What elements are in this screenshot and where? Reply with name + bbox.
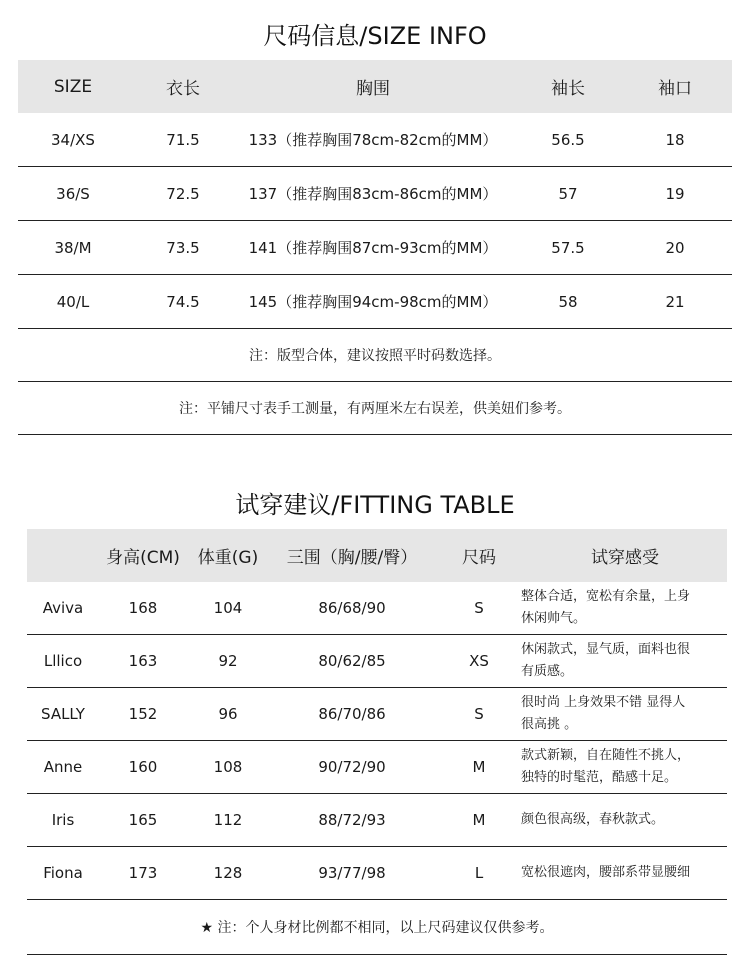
fitting-table-title: 试穿建议/FITTING TABLE [235, 491, 515, 519]
size-info-title: 尺码信息/SIZE INFO [263, 22, 487, 50]
table-row [27, 582, 727, 635]
feedback-cell [521, 847, 721, 899]
measurements-cell: 86/68/90 [318, 599, 386, 617]
feedback-line: 宽松很遮肉，腰部系带显腰细 [521, 865, 691, 880]
size-cell: M [472, 758, 486, 776]
feedback-cell [521, 582, 721, 634]
model-name: Iris [51, 811, 75, 829]
model-name: Anne [43, 758, 83, 776]
header-size: 尺码 [462, 548, 496, 568]
size-cell: 34/XS [51, 130, 95, 149]
feedback-line: 颜色很高级，春秋款式。 [521, 812, 665, 827]
feedback-line: 整体合适，宽松有余量，上身 [521, 589, 691, 604]
bust-cell: 141（推荐胸围87cm-93cm的MM） [248, 239, 498, 257]
fit-note: 注：版型合体，建议按照平时码数选择。 [18, 329, 732, 382]
height-cell: 165 [128, 811, 158, 829]
model-name: SALLY [41, 705, 85, 723]
feedback-line: 独特的时髦范，酷感十足。 [521, 770, 678, 785]
measurements-cell: 86/70/86 [318, 705, 386, 723]
table-row [18, 167, 732, 221]
weight-cell: 96 [218, 705, 238, 723]
cuff-cell: 20 [665, 238, 685, 257]
cuff-cell: 19 [665, 184, 685, 203]
size-cell: XS [469, 652, 489, 670]
measurements-cell: 88/72/93 [318, 811, 386, 829]
feedback-line: 款式新颖，自在随性不挑人， [521, 748, 691, 763]
length-cell: 73.5 [166, 238, 200, 257]
size-table-header [18, 60, 732, 113]
feedback-cell [521, 741, 721, 793]
fitting-table-header [27, 529, 727, 582]
height-cell: 163 [128, 652, 158, 670]
feedback-line: 很时尚 上身效果不错 显得人 [521, 695, 686, 710]
weight-cell: 104 [213, 599, 243, 617]
table-row [18, 221, 732, 275]
table-row [18, 275, 732, 329]
header-length: 衣长 [166, 79, 200, 99]
header-bust: 胸围 [356, 79, 390, 99]
table-row [27, 635, 727, 688]
size-cell: S [474, 599, 484, 617]
measurement-note: 注：平铺尺寸表手工测量，有两厘米左右误差，供美妞们参考。 [18, 382, 732, 435]
size-table [18, 60, 732, 435]
header-cuff: 袖口 [658, 79, 692, 99]
bust-cell: 137（推荐胸围83cm-86cm的MM） [248, 185, 498, 203]
fitting-table [27, 529, 727, 955]
height-cell: 152 [128, 705, 158, 723]
header-measurements: 三围（胸/腰/臀） [286, 548, 418, 568]
size-cell: 38/M [54, 238, 92, 257]
length-cell: 71.5 [166, 130, 200, 149]
header-size: SIZE [53, 76, 93, 97]
measurements-cell: 80/62/85 [318, 652, 386, 670]
size-cell: L [474, 864, 484, 882]
measurements-cell: 93/77/98 [318, 864, 386, 882]
size-cell: 40/L [56, 292, 90, 311]
sleeve-cell: 56.5 [551, 130, 585, 149]
bust-cell: 133（推荐胸围78cm-82cm的MM） [248, 131, 498, 149]
header-feedback: 试穿感受 [591, 548, 659, 568]
table-row [27, 741, 727, 794]
measurements-cell: 90/72/90 [318, 758, 386, 776]
model-name: Lllico [43, 652, 83, 670]
header-height: 身高(CM) [106, 548, 180, 568]
feedback-line: 有质感。 [521, 664, 574, 679]
model-name: Fiona [43, 864, 83, 882]
model-name: Aviva [42, 599, 84, 617]
feedback-line: 很高挑 。 [521, 717, 578, 732]
header-weight: 体重(G) [197, 548, 259, 568]
feedback-cell [521, 688, 721, 740]
header-sleeve: 袖长 [551, 79, 585, 99]
length-cell: 72.5 [166, 184, 200, 203]
height-cell: 160 [128, 758, 158, 776]
sleeve-cell: 58 [558, 292, 578, 311]
feedback-line: 休闲帅气。 [521, 611, 587, 626]
weight-cell: 108 [213, 758, 243, 776]
table-row [27, 847, 727, 900]
cuff-cell: 18 [665, 130, 685, 149]
size-cell: S [474, 705, 484, 723]
weight-cell: 128 [213, 864, 243, 882]
cuff-cell: 21 [665, 292, 685, 311]
size-cell: M [472, 811, 486, 829]
length-cell: 74.5 [166, 292, 200, 311]
table-row [27, 794, 727, 847]
height-cell: 173 [128, 864, 158, 882]
sleeve-cell: 57 [558, 184, 578, 203]
sleeve-cell: 57.5 [551, 238, 585, 257]
weight-cell: 92 [218, 652, 238, 670]
table-row [27, 688, 727, 741]
height-cell: 168 [128, 599, 158, 617]
table-row [18, 113, 732, 167]
feedback-line: 休闲款式，显气质，面料也很 [521, 642, 691, 657]
feedback-cell [521, 635, 721, 687]
bust-cell: 145（推荐胸围94cm-98cm的MM） [248, 293, 498, 311]
weight-cell: 112 [213, 811, 243, 829]
size-cell: 36/S [56, 184, 90, 203]
fitting-note: ★ 注：个人身材比例都不相同，以上尺码建议仅供参考。 [27, 900, 727, 955]
feedback-cell [521, 794, 721, 846]
